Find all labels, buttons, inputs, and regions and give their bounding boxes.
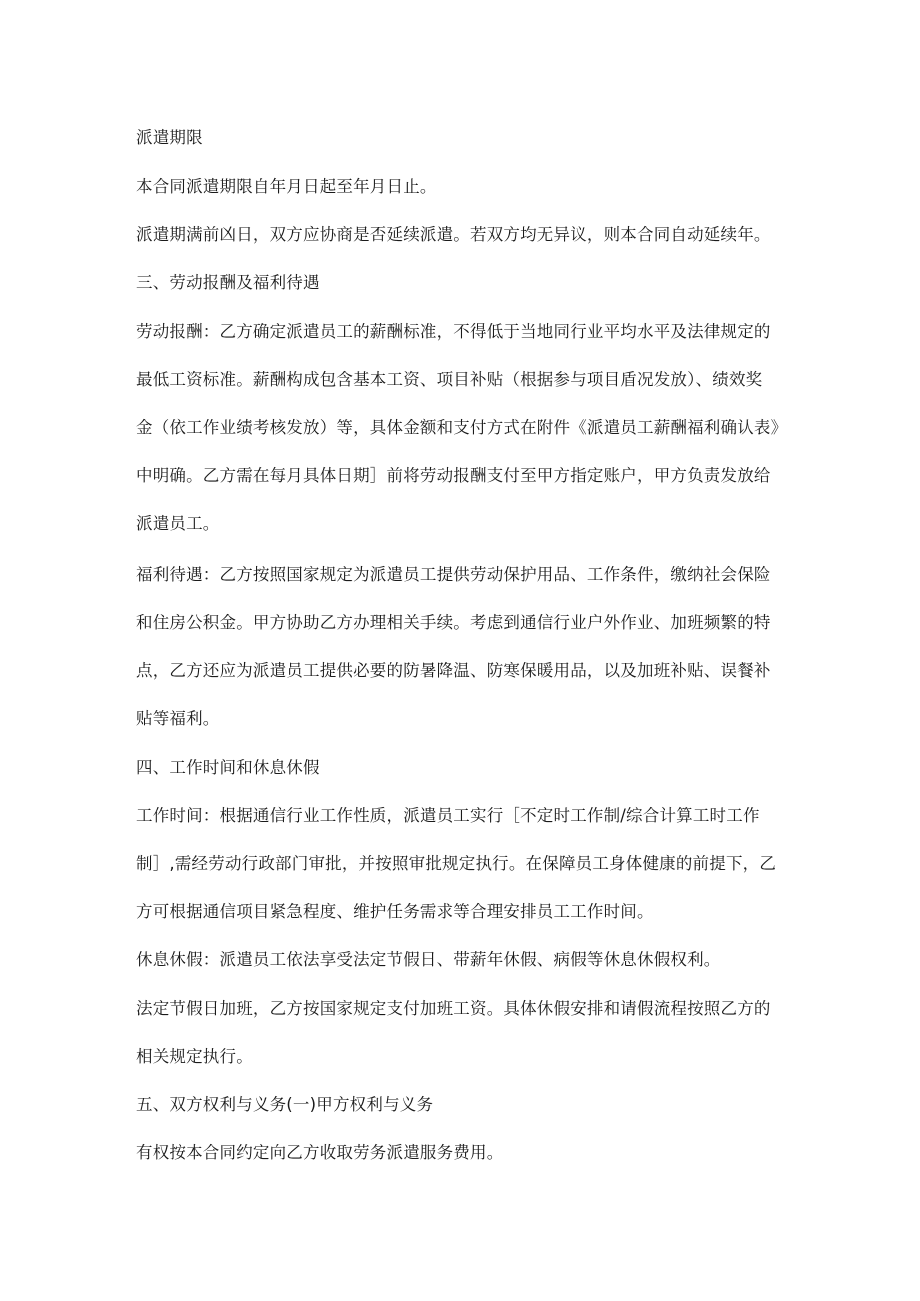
paragraph-line: 和住房公积金。甲方协助乙方办理相关手续。考虑到通信行业户外作业、加班频繁的特 xyxy=(136,613,771,632)
paragraph-line: 法定节假日加班，乙方按国家规定支付加班工资。具体休假安排和请假流程按照乙方的 xyxy=(136,999,771,1018)
section-heading-rights-obligations: 五、双方权利与义务(一)甲方权利与义务 xyxy=(136,1095,434,1114)
section-heading-dispatch-period: 派遣期限 xyxy=(136,128,203,147)
paragraph-line: 制］,需经劳动行政部门审批，并按照审批规定执行。在保障员工身体健康的前提下，乙 xyxy=(136,854,777,873)
paragraph-line: 有权按本合同约定向乙方收取劳务派遣服务费用。 xyxy=(136,1143,504,1162)
paragraph-line: 方可根据通信项目紧急程度、维护任务需求等合理安排员工工作时间。 xyxy=(136,902,654,921)
paragraph-line: 派遣员工。 xyxy=(136,514,220,533)
paragraph-line: 休息休假：派遣员工依法享受法定节假日、带薪年休假、病假等休息休假权利。 xyxy=(136,950,721,969)
paragraph-line: 贴等福利。 xyxy=(136,709,220,728)
paragraph-line: 劳动报酬：乙方确定派遣员工的薪酬标准，不得低于当地同行业平均水平及法律规定的 xyxy=(136,322,771,341)
paragraph-line: 工作时间：根据通信行业工作性质，派遣员工实行［不定时工作制/综合计算工时工作 xyxy=(136,806,760,825)
paragraph-line: 点，乙方还应为派遣员工提供必要的防暑降温、防寒保暖用品，以及加班补贴、误餐补 xyxy=(136,661,771,680)
paragraph-line: 本合同派遣期限自年月日起至年月日止。 xyxy=(136,177,437,196)
section-heading-remuneration: 三、劳动报酬及福利待遇 xyxy=(136,273,320,292)
paragraph-line: 福利待遇：乙方按照国家规定为派遣员工提供劳动保护用品、工作条件，缴纳社会保险 xyxy=(136,565,771,584)
paragraph-line: 相关规定执行。 xyxy=(136,1047,253,1066)
paragraph-line: 最低工资标准。薪酬构成包含基本工资、项目补贴（根据参与项目盾况发放）、绩效奖 xyxy=(136,370,763,389)
paragraph-line: 中明确。乙方需在每月具体日期］前将劳动报酬支付至甲方指定账户，甲方负责发放给 xyxy=(136,466,771,485)
paragraph-line: 派遣期满前凶日，双方应协商是否延续派遣。若双方均无异议，则本合同自动延续年。 xyxy=(136,225,771,244)
paragraph-line: 金（依工作业绩考核发放）等，具体金额和支付方式在附件《派遣员工薪酬福利确认表》 xyxy=(136,418,788,437)
section-heading-working-hours: 四、工作时间和休息休假 xyxy=(136,758,320,777)
